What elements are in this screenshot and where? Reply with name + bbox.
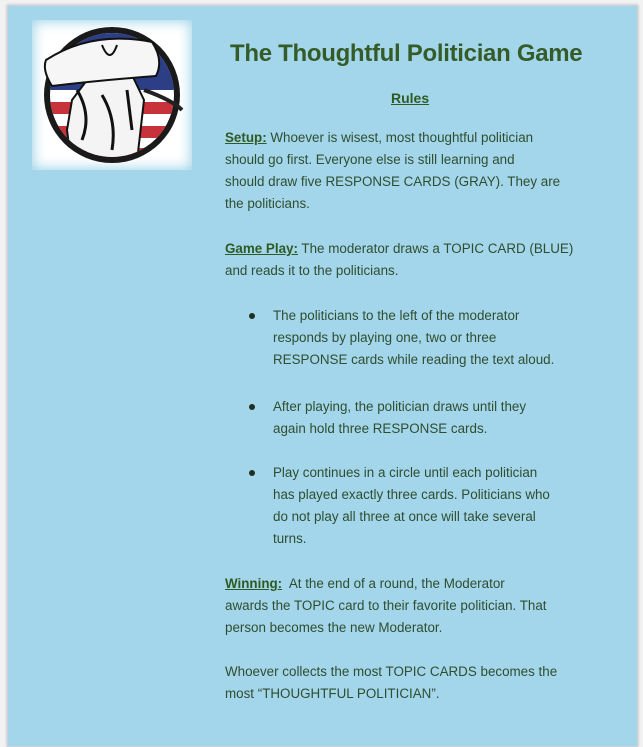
text-line: Whoever collects the most TOPIC CARDS becomes the bbox=[225, 664, 558, 679]
text-line: again hold three RESPONSE cards. bbox=[273, 421, 488, 436]
text-line: turns. bbox=[273, 531, 307, 546]
setup-heading: Setup: bbox=[225, 130, 267, 145]
text-line: person becomes the new Moderator. bbox=[225, 620, 443, 635]
text-line: Play continues in a circle until each politician bbox=[273, 465, 538, 480]
bullet-item bbox=[273, 462, 550, 550]
text-line: The politicians to the left of the moderator bbox=[273, 308, 520, 323]
text-line: After playing, the politician draws until they bbox=[273, 399, 527, 414]
text-line: responds by playing one, two or three bbox=[273, 330, 497, 345]
text-line: most “THOUGHTFUL POLITICIAN”. bbox=[225, 686, 440, 701]
page-title: The Thoughtful Politician Game bbox=[230, 40, 583, 67]
text-line: should go first. Everyone else is still learning and bbox=[225, 152, 515, 167]
bullet-icon bbox=[249, 470, 255, 476]
rules-heading: Rules bbox=[391, 90, 430, 106]
text-line: do not play all three at once will take several bbox=[273, 509, 536, 524]
text-line: the politicians. bbox=[225, 196, 310, 211]
text-line: awards the TOPIC card to their favorite politician. That bbox=[225, 598, 547, 613]
gameplay-heading: Game Play: bbox=[225, 241, 298, 256]
winning-paragraph bbox=[225, 573, 547, 639]
patriot-logo-icon bbox=[32, 20, 192, 170]
text-line: Whoever is wisest, most thoughtful politician bbox=[266, 130, 534, 145]
winning-heading: Winning: bbox=[225, 576, 283, 591]
bullet-item bbox=[273, 305, 554, 371]
gameplay-paragraph bbox=[225, 238, 573, 282]
setup-paragraph bbox=[225, 127, 560, 215]
closing-paragraph bbox=[225, 661, 557, 705]
text-line: RESPONSE cards while reading the text aloud. bbox=[273, 352, 555, 367]
bullet-icon bbox=[249, 313, 255, 319]
bullet-icon bbox=[249, 404, 255, 410]
rules-page bbox=[7, 5, 638, 747]
text-line: and reads it to the politicians. bbox=[225, 263, 399, 278]
bullet-item bbox=[273, 396, 526, 440]
text-line: At the end of a round, the Moderator bbox=[282, 576, 505, 591]
text-line: has played exactly three cards. Politicians who bbox=[273, 487, 550, 502]
text-line: The moderator draws a TOPIC CARD (BLUE) bbox=[297, 241, 574, 256]
text-line: should draw five RESPONSE CARDS (GRAY). They are bbox=[225, 174, 561, 189]
